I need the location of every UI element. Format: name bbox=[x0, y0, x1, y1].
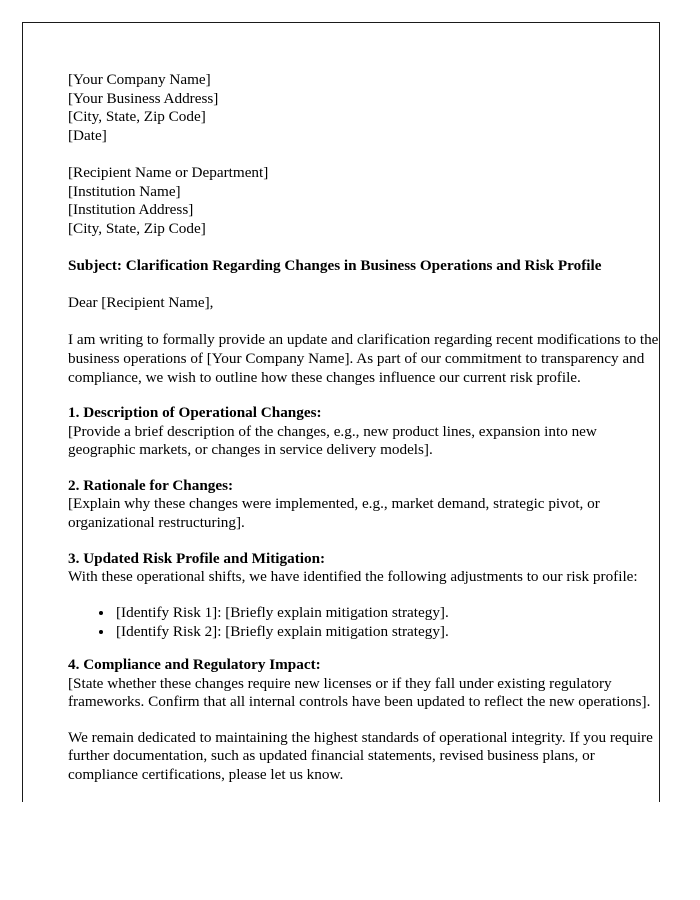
section-compliance bbox=[68, 656, 660, 712]
sender-address-line: [Date] bbox=[68, 126, 107, 144]
recipient-address-line: [Institution Name] bbox=[68, 182, 181, 200]
section-body: [State whether these changes require new licenses or if they fall under existing regulatory frameworks. Confirm that all internal controls have been updated to reflect the new operations]. bbox=[68, 674, 651, 711]
risk-bullet-list bbox=[68, 604, 660, 642]
recipient-address-line: [Recipient Name or Department] bbox=[68, 163, 269, 181]
section-heading: 3. Updated Risk Profile and Mitigation: bbox=[68, 549, 326, 567]
intro-paragraph: I am writing to formally provide an update and clarification regarding recent modifications to the business operations of [Your Company Name]. As part of our commitment to transparency and compliance, we wish to outline how these changes influence our current risk profile. bbox=[68, 331, 659, 386]
list-item: • [Identify Risk 1]: [Briefly explain mitigation strategy]. bbox=[114, 604, 660, 623]
salutation: Dear [Recipient Name], bbox=[68, 294, 214, 312]
sender-address-line: [Your Company Name] bbox=[68, 71, 211, 88]
section-heading: 4. Compliance and Regulatory Impact: bbox=[68, 656, 321, 674]
section-risk-profile bbox=[68, 550, 660, 587]
sender-address-line: [Your Business Address] bbox=[68, 89, 219, 107]
section-body: With these operational shifts, we have identified the following adjustments to our risk profile: bbox=[68, 568, 638, 586]
document-page-border bbox=[22, 22, 660, 802]
section-heading: 2. Rationale for Changes: bbox=[68, 476, 234, 494]
sender-address-block bbox=[68, 71, 660, 145]
section-body: [Explain why these changes were implemented, e.g., market demand, strategic pivot, or organizational restructuring]. bbox=[68, 495, 600, 532]
recipient-address-block bbox=[68, 164, 660, 238]
list-item: • [Identify Risk 2]: [Briefly explain mitigation strategy]. bbox=[114, 623, 660, 642]
sender-address-line: [City, State, Zip Code] bbox=[68, 108, 206, 126]
section-rationale bbox=[68, 477, 660, 533]
letter-body bbox=[68, 71, 660, 785]
closing-paragraph: We remain dedicated to maintaining the highest standards of operational integrity. If you require further documentation, such as updated financial statements, revised business plans, or compliance certifications, please let us know. bbox=[68, 728, 653, 783]
section-body: [Provide a brief description of the changes, e.g., new product lines, expansion into new geographic markets, or changes in service delivery models]. bbox=[68, 422, 597, 459]
subject-line: Subject: Clarification Regarding Changes in Business Operations and Risk Profile bbox=[68, 256, 602, 274]
section-operational-changes bbox=[68, 404, 660, 460]
recipient-address-line: [Institution Address] bbox=[68, 201, 194, 219]
section-heading: 1. Description of Operational Changes: bbox=[68, 404, 322, 422]
recipient-address-line: [City, State, Zip Code] bbox=[68, 219, 206, 237]
